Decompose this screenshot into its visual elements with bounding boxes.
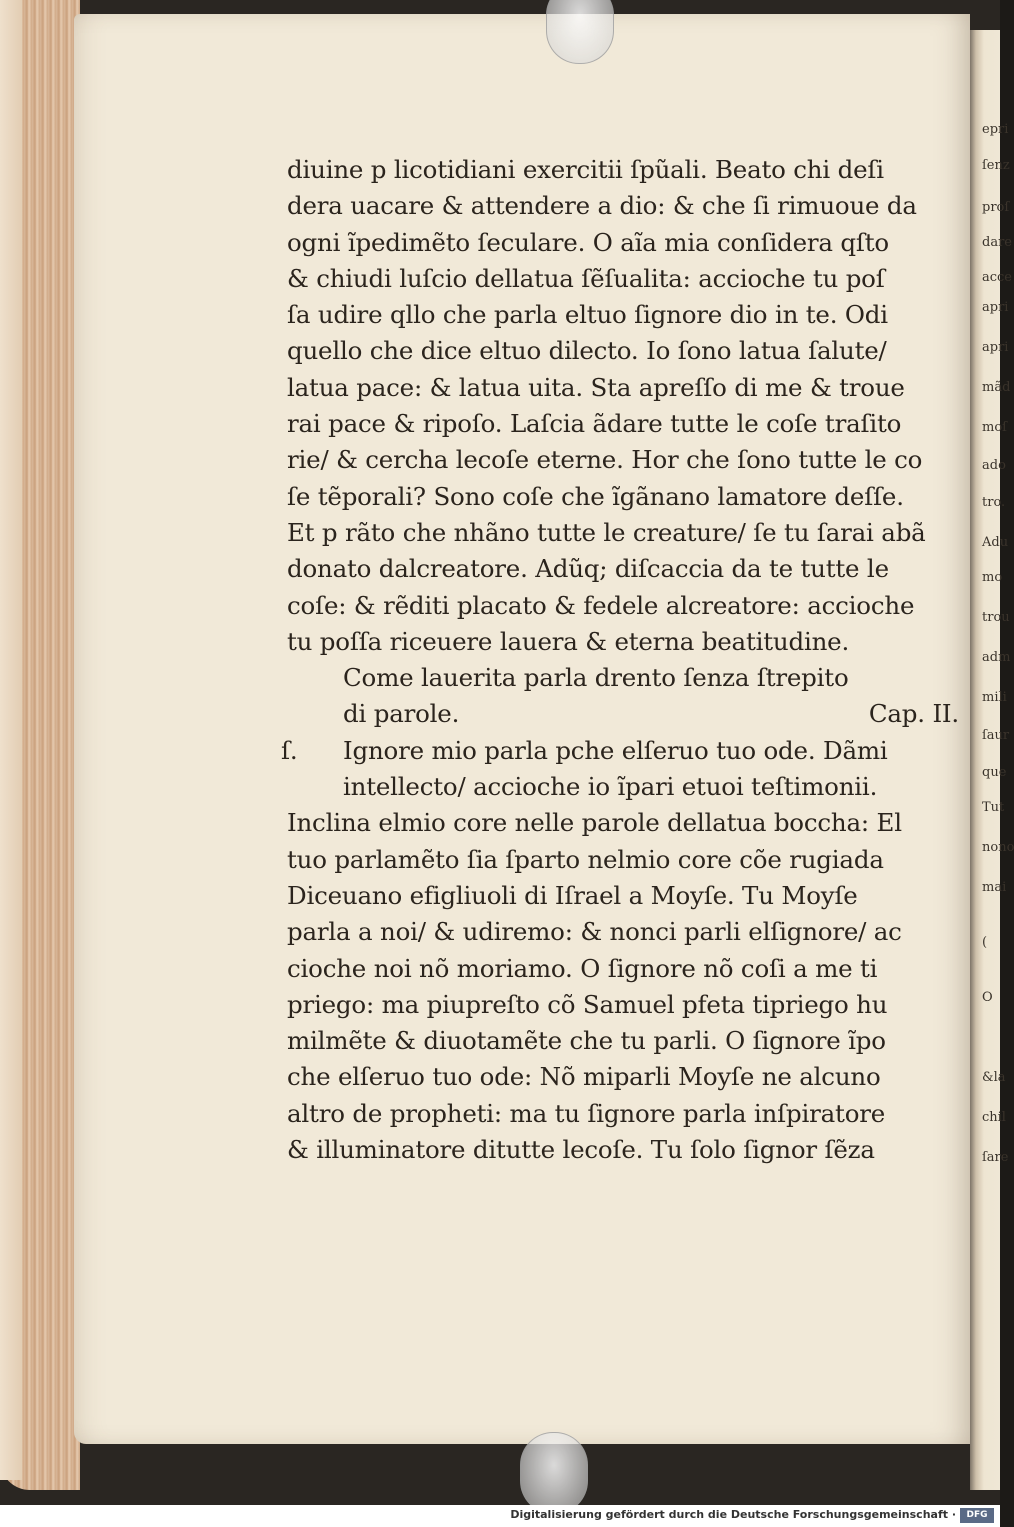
chapter-text-line: altro de propheti: ma tu ſignore parla inſpiratore [287,1098,886,1128]
facing-page-slice [970,30,1014,1490]
facing-page-fragment: trou [982,610,1010,625]
top-page-clip [546,0,614,64]
chapter-text-line: che elſeruo tuo ode: Nõ miparli Moyſe ne alcuno [287,1062,881,1092]
facing-page-fragment: acce [982,270,1013,285]
facing-page-fragment: nono [982,840,1014,855]
facing-page-fragment: epri [982,122,1009,137]
facing-page-fragment: mo [982,570,1003,585]
facing-page-fragment: mãd [982,380,1011,395]
text-line: & chiudi luſcio dellatua ſẽſualita: accioche tu poſ [287,263,885,293]
chapter-number: Cap. II. [868,699,959,729]
facing-page-fragment: apri [982,300,1009,315]
bottom-page-clip [520,1432,588,1514]
initial-letter-guide: ſ. [281,735,298,765]
paragraph-continued [287,152,927,660]
facing-page-fragment: proſ [982,200,1010,215]
facing-page-fragment: ado [982,458,1006,473]
facing-page-fragment: moſ [982,420,1007,435]
footer-bar [0,1505,1000,1527]
chapter-text-line: Inclina elmio core nelle parole dellatua boccha: El [287,808,902,838]
text-line: diuine p licotidiani exercitii ſpũali. Beato chi deſi [287,155,884,184]
funding-credit: Digitalisierung gefördert durch die Deutsche Forschungsgemeinschaft · [510,1508,956,1521]
text-line: rie/ & cercha lecoſe eterne. Hor che ſono tutte le co [287,445,923,475]
facing-page-fragment: chil [982,1110,1006,1125]
facing-page-fragment: que [982,765,1007,780]
facing-page-fragment: ( [982,935,988,950]
text-line: tu poſſa riceuere lauera & eterna beatitudine. [287,626,850,656]
facing-page-fragment: ſare [982,1150,1009,1165]
text-line: donato dalcreatore. Adũq; diſcaccia da te tutte le [287,554,889,584]
chapter-heading-line-1: Come lauerita parla drento ſenza ſtrepito [343,663,849,693]
text-line: ſe tẽporali? Sono coſe che ĩgãnano lamatore deſſe. [287,481,904,511]
dfg-logo: DFG [960,1508,994,1523]
chapter-text-line: Diceuano efigliuoli di Iſrael a Moyſe. Tu Moyſe [287,880,858,910]
facing-page-fragment: mai [982,880,1007,895]
chapter-lines [287,733,927,1169]
page-text-block [281,152,959,1168]
chapter-text-line: milmẽte & diuotamẽte che tu parli. O ſignore ĩpo [287,1026,886,1056]
facing-page-fragment: Tut [982,800,1005,815]
text-line: dera uacare & attendere a dio: & che ſi rimuoue da [287,191,917,221]
facing-page-fragment: apri [982,340,1009,355]
facing-page-fragment: adm [982,650,1011,665]
text-line: ogni ĩpedimẽto ſeculare. O aĩa mia conſidera qſto [287,227,889,257]
chapter-text-line: & illuminatore ditutte lecoſe. Tu ſolo ſignor ſẽza [287,1135,875,1165]
chapter-text-line: Ignore mio parla pche elſeruo tuo ode. Dãmi [343,735,888,765]
chapter-heading-line-2 [287,696,959,732]
text-line: Et p rãto che nhãno tutte le creature/ ſe tu ſarai abã [287,517,926,547]
facing-page-fragment: &la [982,1070,1006,1085]
chapter-heading-title: di parole. [343,699,460,729]
facing-page-fragment: ſaur [982,728,1010,743]
chapter-text-line: parla a noi/ & udiremo: & nonci parli elſignore/ ac [287,917,902,947]
text-line: quello che dice eltuo dilecto. Io ſono latua ſalute/ [287,336,887,366]
chapter-text-line: tuo parlamẽto ſia ſparto nelmio core cõe rugiada [287,844,884,874]
facing-page-fragment: Adu [982,535,1009,550]
facing-page-fragment: O [982,990,993,1005]
text-line: ſa udire qllo che parla eltuo ſignore dio in te. Odi [287,300,888,330]
text-line: rai pace & ripoſo. Laſcia ãdare tutte le coſe traſito [287,409,902,439]
chapter-text-line: priego: ma piupreſto cõ Samuel pfeta tipriego hu [287,989,888,1019]
chapter-body [281,733,927,1169]
text-line: latua pace: & latua uita. Sta apreſſo di me & troue [287,372,905,402]
text-line: coſe: & rẽditi placato & fedele alcreatore: accioche [287,590,915,620]
facing-page-fragment: mili [982,690,1007,705]
chapter-text-line: intellecto/ accioche io ĩpari etuoi teſtimonii. [343,772,878,802]
facing-page-fragment: dare [982,235,1012,250]
facing-page-fragment: ſenz [982,158,1010,173]
left-page-outer-edge [0,0,22,1480]
chapter-text-line: cioche noi nõ moriamo. O ſignore nõ coſi a me ti [287,953,878,983]
facing-page-fragment: tro. [982,495,1006,510]
